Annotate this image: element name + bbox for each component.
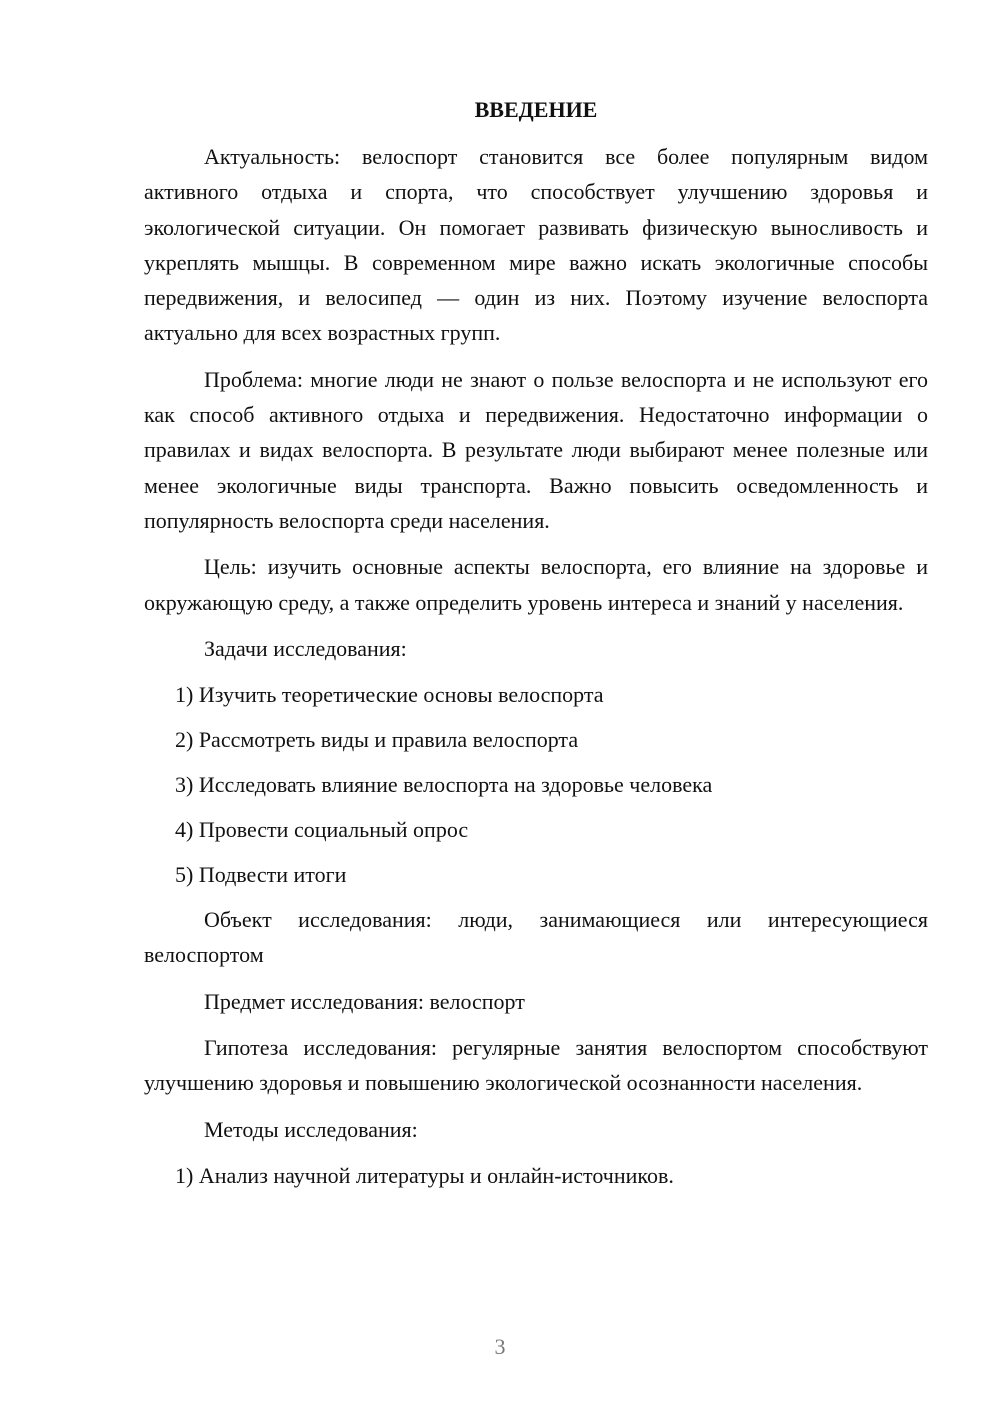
- list-item: 1) Изучить теоретические основы велоспорта: [175, 682, 604, 708]
- list-item: 4) Провести социальный опрос: [175, 817, 469, 843]
- list-item: 2) Рассмотреть виды и правила велоспорта: [175, 727, 579, 753]
- document-page: [144, 95, 928, 1203]
- relevance-paragraph: Актуальность: велоспорт становится все более популярным видом активного отдыха и спорта, что способствует улучшению здоровья и экологической ситуации. Он помогает развивать физическую выносливость и укреплять мышцы. В современном мире важно искать экологичные способы передвижения, и велосипед — один из них. Поэтому изучение велоспорта актуально для всех возрастных групп.: [144, 144, 928, 346]
- section-title: ВВЕДЕНИЕ: [474, 97, 598, 122]
- problem-paragraph: Проблема: многие люди не знают о пользе велоспорта и не используют его как способ активного отдыха и передвижения. Недостаточно информации о правилах и видах велоспорта. В результате люди выбирают менее полезные или менее экологичные виды транспорта. Важно повысить осведомленность и популярность велоспорта среди населения.: [144, 366, 928, 533]
- list-item: 3) Исследовать влияние велоспорта на здоровье человека: [175, 772, 713, 798]
- list-item: 1) Анализ научной литературы и онлайн-источников.: [175, 1162, 674, 1188]
- page-number: 3: [494, 1334, 506, 1359]
- methods-list: [144, 1158, 928, 1193]
- goal-paragraph: Цель: изучить основные аспекты велоспорта, его влияние на здоровье и окружающую среду, а также определить уровень интереса и знаний у населения.: [144, 554, 928, 615]
- list-item: 5) Подвести итоги: [175, 862, 347, 888]
- tasks-list: [144, 677, 928, 892]
- tasks-heading: Задачи исследования:: [204, 635, 407, 661]
- subject-paragraph: Предмет исследования: велоспорт: [204, 988, 525, 1014]
- hypothesis-paragraph: Гипотеза исследования: регулярные занятия велоспортом способствуют улучшению здоровья и повышению экологической осознанности населения.: [144, 1035, 928, 1096]
- methods-heading: Методы исследования:: [204, 1116, 418, 1142]
- object-paragraph: Объект исследования: люди, занимающиеся или интересующиеся велоспортом: [144, 907, 928, 968]
